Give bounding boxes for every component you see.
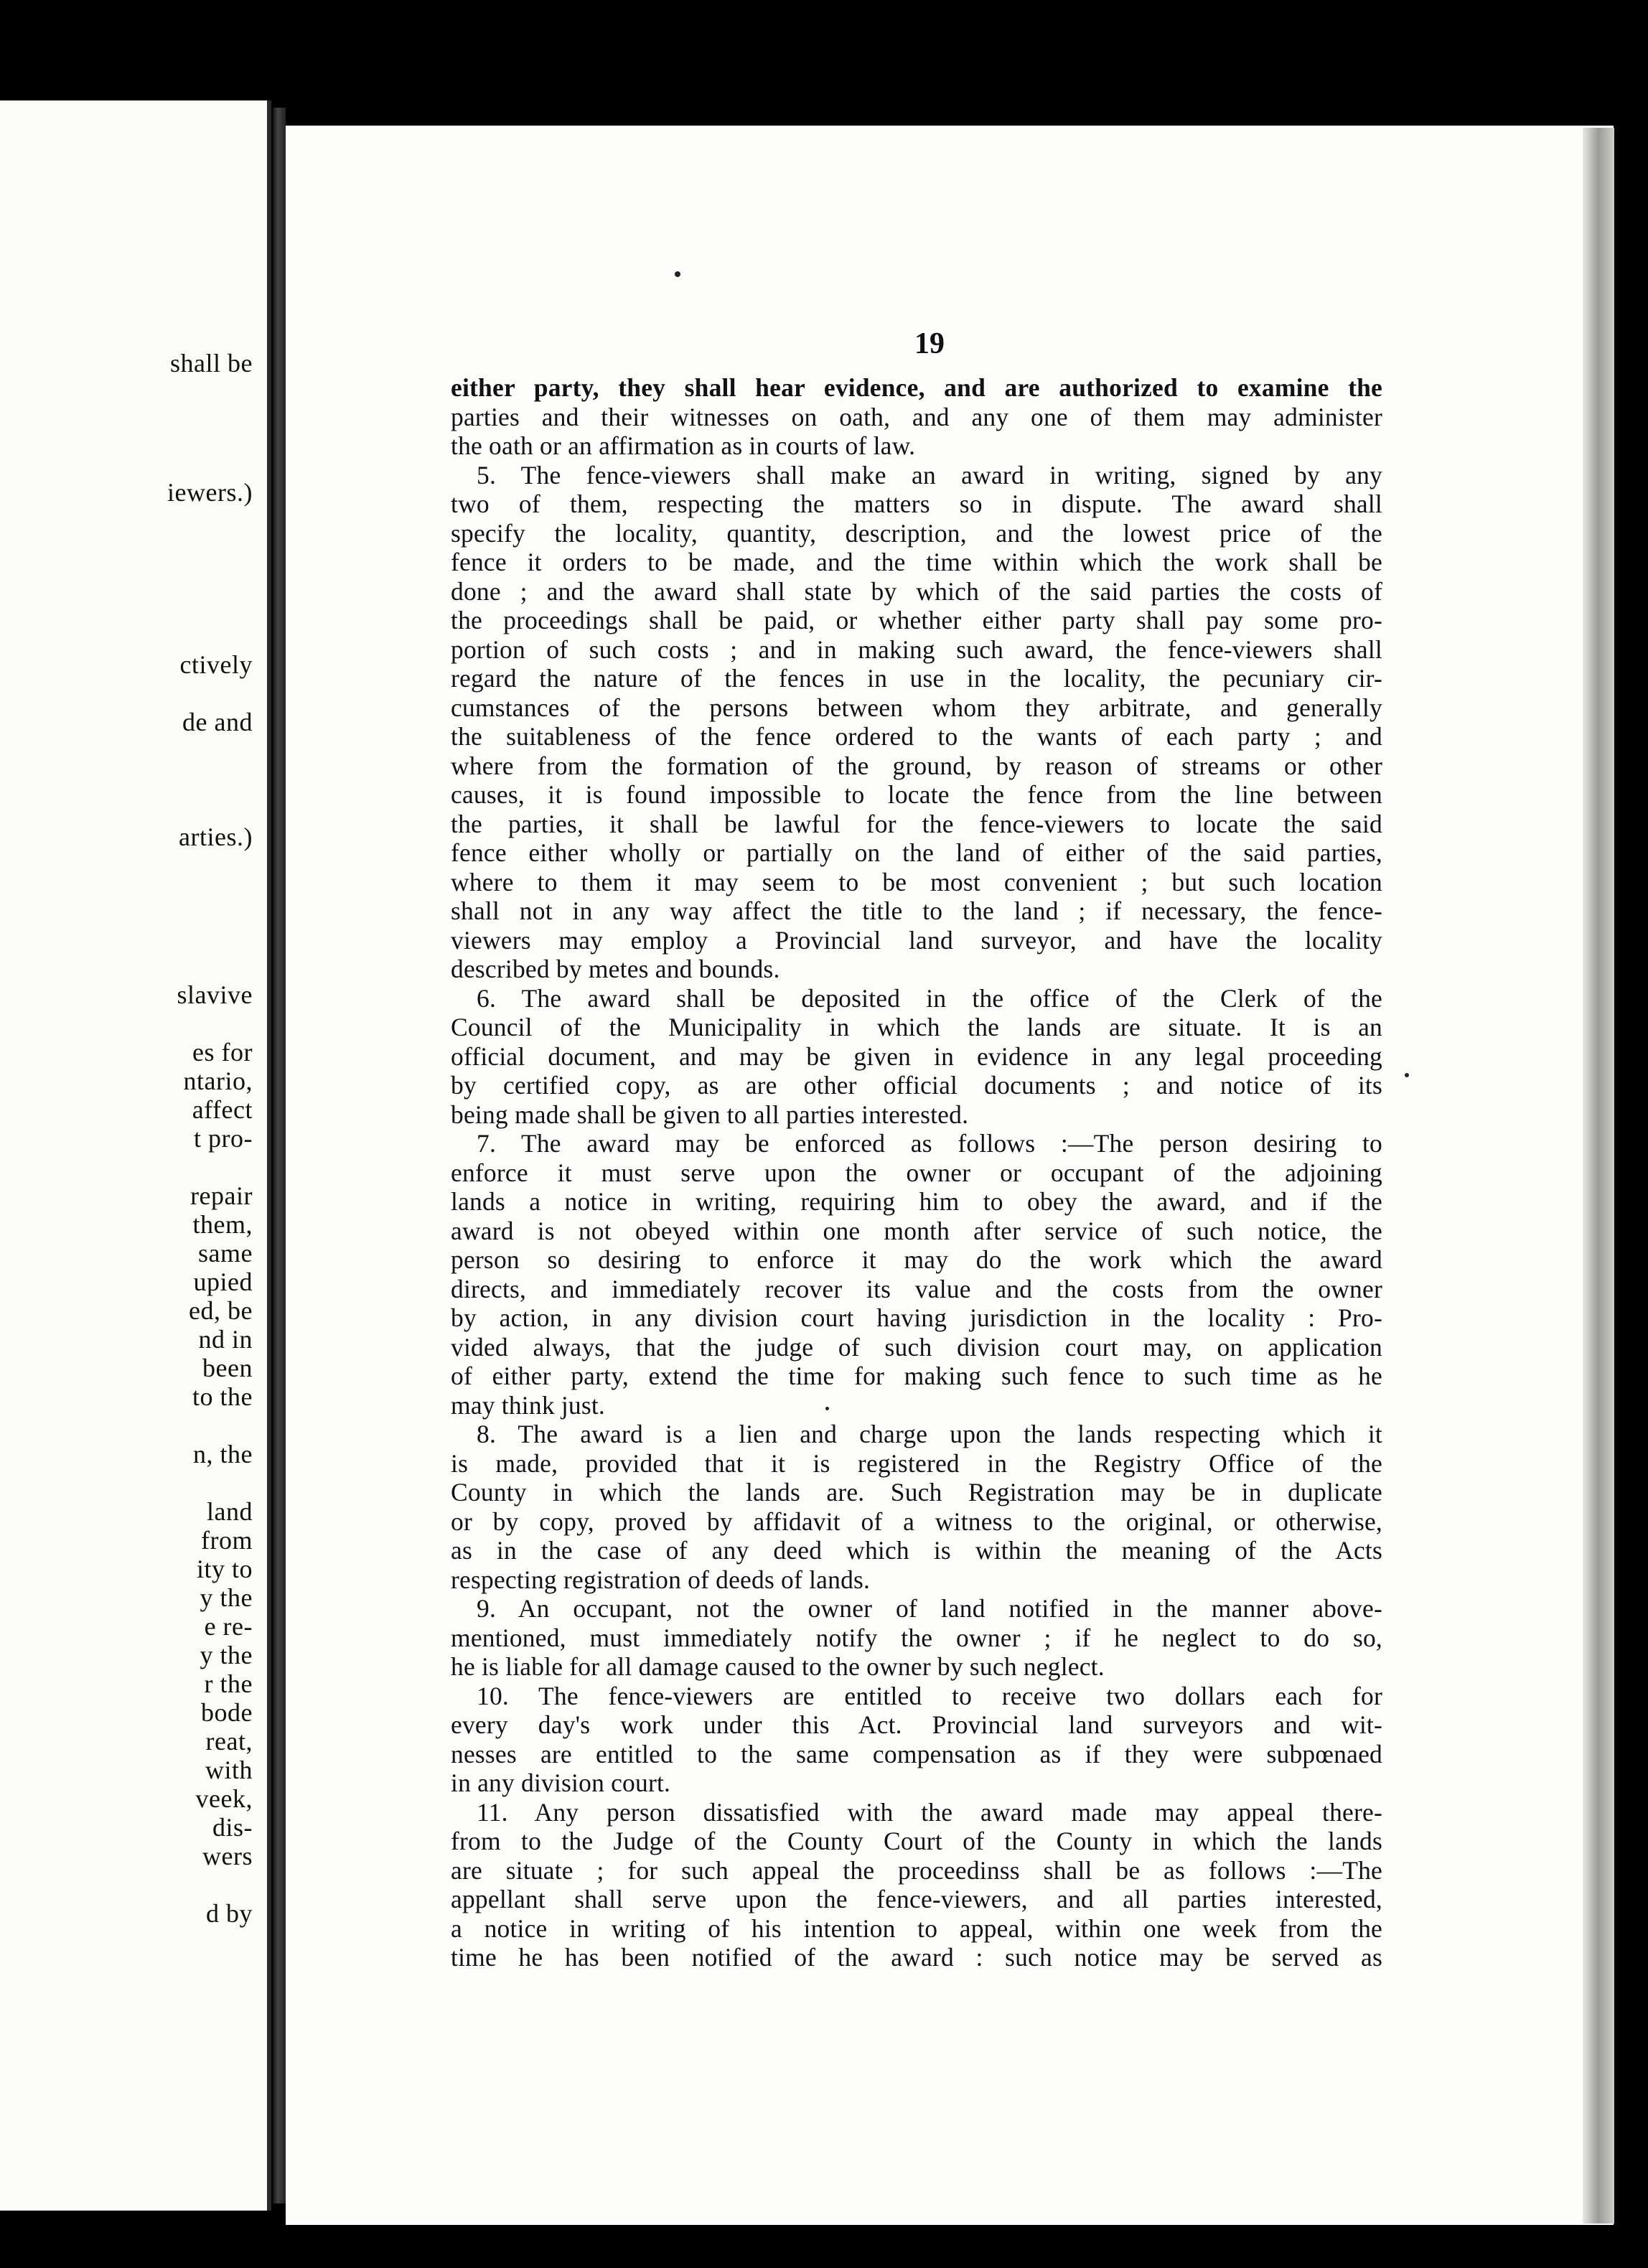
text-line: regard the nature of the fences in use in the locality, the pecuniary cir- bbox=[451, 664, 1382, 693]
text-line: shall not in any way affect the title to the land ; if necessary, the fence- bbox=[451, 896, 1382, 925]
left-fragment: affect bbox=[192, 1095, 253, 1124]
left-fragment: slavive bbox=[177, 980, 253, 1009]
text-line: parties and their witnesses on oath, and any one of them may administer bbox=[451, 402, 1382, 431]
left-fragment: from bbox=[201, 1526, 253, 1555]
text-line: the proceedings shall be paid, or whether either party shall pay some pro- bbox=[451, 606, 1382, 634]
left-fragment: to the bbox=[192, 1382, 253, 1411]
text-line: from to the Judge of the County Court of the County in which the lands bbox=[451, 1827, 1382, 1855]
left-fragment: upied bbox=[193, 1267, 253, 1296]
text-line: mentioned, must immediately notify the owner ; if he neglect to do so, bbox=[451, 1623, 1382, 1652]
text-line: every day's work under this Act. Provincial land surveyors and wit- bbox=[451, 1710, 1382, 1739]
text-line: Council of the Municipality in which the lands are situate. It is an bbox=[451, 1013, 1382, 1041]
text-line: 6. The award shall be deposited in the office of the Clerk of the bbox=[477, 983, 1382, 1013]
left-fragment: wers bbox=[202, 1842, 253, 1870]
left-fragment: repair bbox=[190, 1181, 253, 1210]
left-fragment: veek, bbox=[195, 1784, 253, 1813]
text-line: either party, they shall hear evidence, and are authorized to examine the bbox=[451, 373, 1382, 402]
text-line: 8. The award is a lien and charge upon the lands respecting which it bbox=[477, 1420, 1382, 1448]
text-line: of either party, extend the time for making such fence to such time as he bbox=[451, 1362, 1382, 1390]
text-line: done ; and the award shall state by which of the said parties the costs of bbox=[451, 576, 1382, 606]
text-line: 10. The fence-viewers are entitled to receive two dollars each for bbox=[477, 1681, 1382, 1710]
text-line: 7. The award may be enforced as follows :—The person desiring to bbox=[477, 1129, 1382, 1158]
text-line: 5. The fence-viewers shall make an award in writing, signed by any bbox=[477, 460, 1382, 489]
text-line: by action, in any division court having jurisdiction in the locality : Pro- bbox=[451, 1303, 1382, 1332]
left-fragment: y the bbox=[200, 1583, 253, 1612]
left-fragment: shall be bbox=[170, 349, 253, 378]
text-line: enforce it must serve upon the owner or occupant of the adjoining bbox=[451, 1158, 1382, 1187]
left-fragment: ed, be bbox=[189, 1296, 253, 1325]
text-line: may think just. bbox=[451, 1390, 606, 1420]
text-line: lands a notice in writing, requiring him to obey the award, and if the bbox=[451, 1187, 1382, 1216]
text-line: being made shall be given to all parties interested. bbox=[451, 1100, 969, 1129]
text-line: County in which the lands are. Such Registration may be in duplicate bbox=[451, 1478, 1382, 1506]
text-line: a notice in writing of his intention to appeal, within one week from the bbox=[451, 1913, 1382, 1943]
text-line: official document, and may be given in evidence in any legal proceeding bbox=[451, 1041, 1382, 1071]
text-line: the oath or an affirmation as in courts of law. bbox=[451, 431, 916, 460]
text-line: is made, provided that it is registered in the Registry Office of the bbox=[451, 1448, 1382, 1478]
left-fragment: reat, bbox=[205, 1727, 253, 1756]
left-fragment: es for bbox=[192, 1038, 253, 1067]
left-fragment: nd in bbox=[198, 1325, 253, 1354]
left-fragment: them, bbox=[192, 1210, 253, 1239]
text-line: 11. Any person dissatisfied with the award made may appeal there- bbox=[477, 1797, 1382, 1827]
left-fragment: iewers.) bbox=[167, 478, 253, 507]
text-line: specify the locality, quantity, description, and the lowest price of the bbox=[451, 518, 1382, 548]
page-number: 19 bbox=[914, 327, 945, 360]
text-line: causes, it is found impossible to locate the fence from the line between bbox=[451, 780, 1382, 809]
text-line: cumstances of the persons between whom they arbitrate, and generally bbox=[451, 693, 1382, 722]
left-fragment: dis- bbox=[212, 1813, 253, 1842]
left-fragment: land bbox=[207, 1497, 253, 1526]
print-speck bbox=[675, 271, 680, 277]
left-page-fragment bbox=[0, 100, 271, 2211]
text-line: are situate ; for such appeal the proceedinss shall be as follows :—The bbox=[451, 1855, 1382, 1885]
left-fragment: arties.) bbox=[179, 823, 253, 851]
body-text bbox=[451, 373, 1382, 1972]
left-fragment: bode bbox=[201, 1698, 253, 1727]
text-line: by certified copy, as are other official documents ; and notice of its bbox=[451, 1071, 1382, 1100]
text-line: where to them it may seem to be most convenient ; but such location bbox=[451, 867, 1382, 896]
left-fragment: same bbox=[198, 1239, 253, 1267]
left-fragment: ity to bbox=[196, 1555, 253, 1583]
text-line: he is liable for all damage caused to the owner by such neglect. bbox=[451, 1652, 1105, 1681]
text-line: as in the case of any deed which is within the meaning of the Acts bbox=[451, 1536, 1382, 1565]
text-line: the suitableness of the fence ordered to the wants of each party ; and bbox=[451, 722, 1382, 751]
text-line: fence either wholly or partially on the land of either of the said parties, bbox=[451, 838, 1382, 867]
left-fragment: de and bbox=[182, 708, 253, 736]
text-line: viewers may employ a Provincial land surveyor, and have the locality bbox=[451, 925, 1382, 955]
page-edge-shadow bbox=[1583, 128, 1614, 2224]
left-fragment: t pro- bbox=[194, 1124, 253, 1153]
text-line: or by copy, proved by affidavit of a witness to the original, or otherwise, bbox=[451, 1506, 1382, 1536]
text-line: portion of such costs ; and in making such award, the fence-viewers shall bbox=[451, 634, 1382, 664]
left-fragment: been bbox=[202, 1354, 253, 1382]
text-line: fence it orders to be made, and the time within which the work shall be bbox=[451, 548, 1382, 576]
left-fragment: r the bbox=[204, 1669, 253, 1698]
text-line: where from the formation of the ground, by reason of streams or other bbox=[451, 751, 1382, 780]
left-fragment: e re- bbox=[204, 1612, 253, 1641]
left-fragment: y the bbox=[200, 1641, 253, 1669]
text-line: two of them, respecting the matters so in dispute. The award shall bbox=[451, 489, 1382, 518]
text-line: person so desiring to enforce it may do the work which the award bbox=[451, 1245, 1382, 1274]
text-line: award is not obeyed within one month after service of such notice, the bbox=[451, 1216, 1382, 1245]
text-line: 9. An occupant, not the owner of land notified in the manner above- bbox=[477, 1594, 1382, 1623]
text-line: respecting registration of deeds of lands. bbox=[451, 1565, 871, 1594]
text-line: the parties, it shall be lawful for the fence-viewers to locate the said bbox=[451, 809, 1382, 838]
text-line: described by metes and bounds. bbox=[451, 955, 780, 983]
text-line: in any division court. bbox=[451, 1768, 671, 1797]
left-fragment: ntario, bbox=[183, 1067, 253, 1095]
text-line: directs, and immediately recover its value and the costs from the owner bbox=[451, 1274, 1382, 1303]
text-line: vided always, that the judge of such division court may, on application bbox=[451, 1332, 1382, 1362]
text-line: time he has been notified of the award : such notice may be served as bbox=[451, 1943, 1382, 1972]
print-speck bbox=[1405, 1073, 1409, 1077]
left-fragment: d by bbox=[206, 1899, 253, 1928]
left-fragment: n, the bbox=[193, 1440, 253, 1468]
text-line: appellant shall serve upon the fence-viewers, and all parties interested, bbox=[451, 1885, 1382, 1913]
left-fragment: with bbox=[205, 1756, 253, 1784]
text-line: nesses are entitled to the same compensation as if they were subpœnaed bbox=[451, 1739, 1382, 1768]
book-gutter bbox=[273, 108, 286, 2203]
left-fragment: ctively bbox=[179, 650, 253, 679]
